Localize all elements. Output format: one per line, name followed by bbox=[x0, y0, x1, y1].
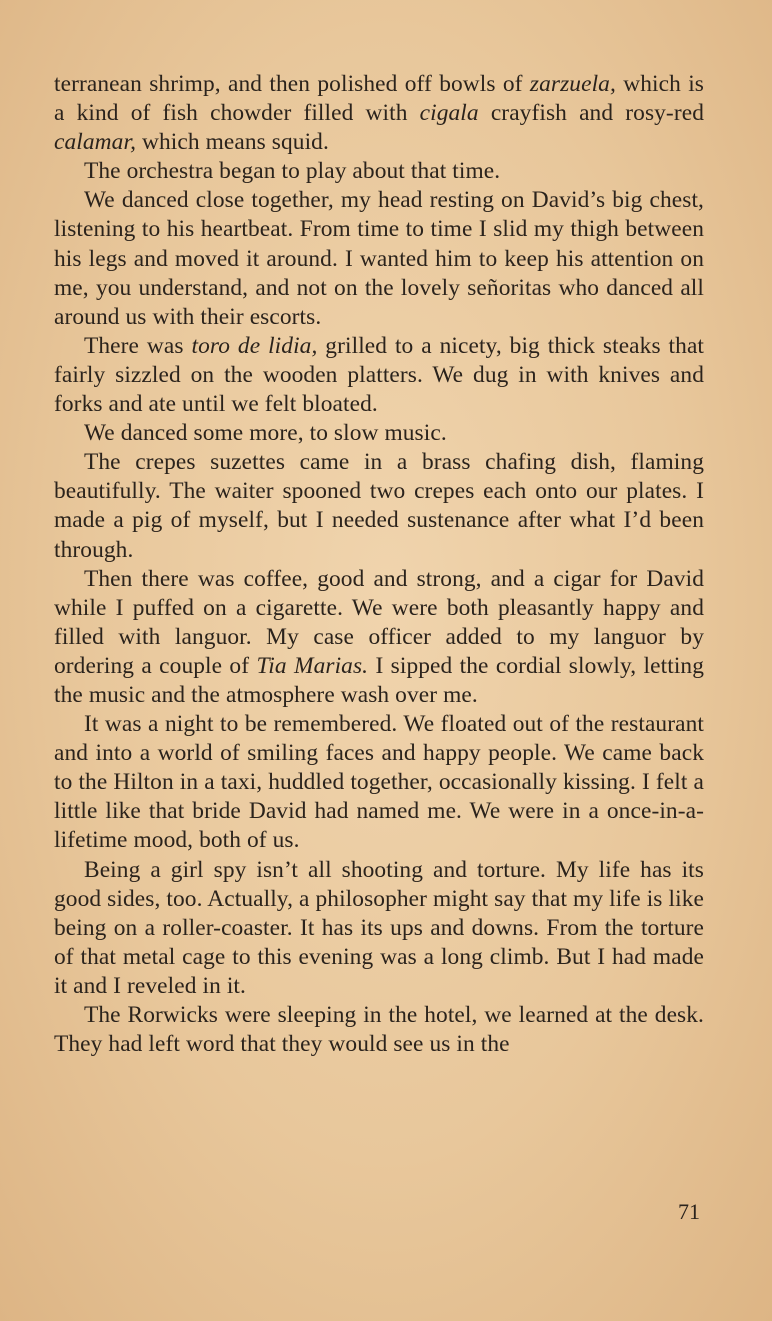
body-text bbox=[54, 70, 704, 1059]
italic-run: calamar, bbox=[54, 129, 137, 156]
text-run: which means squid. bbox=[136, 129, 329, 156]
italic-run: zarzuela, bbox=[529, 71, 616, 97]
text-run: The crepes suzettes came in a brass chafing dish, flaming beautifully. The waiter spooned two crepes each onto our plates. I made a pig of myself, but I needed sustenance after what I’d been through. bbox=[54, 449, 704, 563]
paragraph bbox=[54, 186, 704, 331]
text-run: We danced some more, to slow music. bbox=[84, 420, 447, 447]
paragraph bbox=[54, 856, 704, 1001]
text-run: The Rorwicks were sleeping in the hotel, we learned at the desk. They had left word that they would see us in the bbox=[54, 1002, 704, 1058]
text-run: which is a kind of fish chowder filled with bbox=[54, 71, 704, 127]
paragraph bbox=[54, 419, 704, 448]
text-run: It was a night to be remembered. We floated out of the restaurant and into a world of smiling faces and happy people. We came back to the Hilton in a taxi, huddled together, occasionally kissing. I felt a little like that bride David had named me. We were in a once-in-a-lifetime mood, both of us. bbox=[54, 711, 704, 854]
paragraph bbox=[54, 448, 704, 564]
text-run: Being a girl spy isn’t all shooting and torture. My life has its good sides, too. Actually, a philosopher might say that my life is like being on a roller-coaster. It has its ups and downs. From the torture of that metal cage to this evening was a long climb. But I had made it and I reveled in it. bbox=[54, 856, 704, 999]
page-number: 71 bbox=[678, 1199, 700, 1224]
paragraph bbox=[54, 157, 704, 186]
paragraph bbox=[54, 70, 704, 157]
italic-run: toro de lidia, bbox=[191, 332, 318, 359]
paragraph bbox=[54, 332, 704, 419]
text-run: The orchestra began to play about that time. bbox=[84, 158, 501, 185]
text-run: grilled to a nicety, big thick steaks that fairly sizzled on the wooden platters. We dug in with knives and forks and ate until we felt bloated. bbox=[54, 332, 705, 418]
paragraph bbox=[54, 710, 704, 855]
paragraph bbox=[54, 1001, 704, 1059]
italic-run: Tia Marias. bbox=[256, 652, 369, 679]
text-run: There was bbox=[84, 332, 192, 359]
text-run: We danced close together, my head resting on David’s big chest, listening to his heartbeat. From time to time I slid my thigh between his legs and moved it around. I wanted him to keep his attention on me, you understand, and not on the lovely señoritas who danced all around us with their escorts. bbox=[54, 187, 704, 330]
text-run: terranean shrimp, and then polished off bowls of bbox=[54, 71, 530, 97]
text-run: crayfish and rosy-red bbox=[478, 100, 704, 127]
italic-run: cigala bbox=[419, 100, 479, 127]
text-run: I sipped the cordial slowly, letting the music and the atmosphere wash over me. bbox=[54, 652, 705, 708]
text-run: Then there was coffee, good and strong, and a cigar for David while I puffed on a cigarette. We were both pleasantly happy and filled with languor. My case officer added to my languor by ordering a couple of bbox=[54, 565, 704, 679]
paragraph bbox=[54, 565, 704, 710]
